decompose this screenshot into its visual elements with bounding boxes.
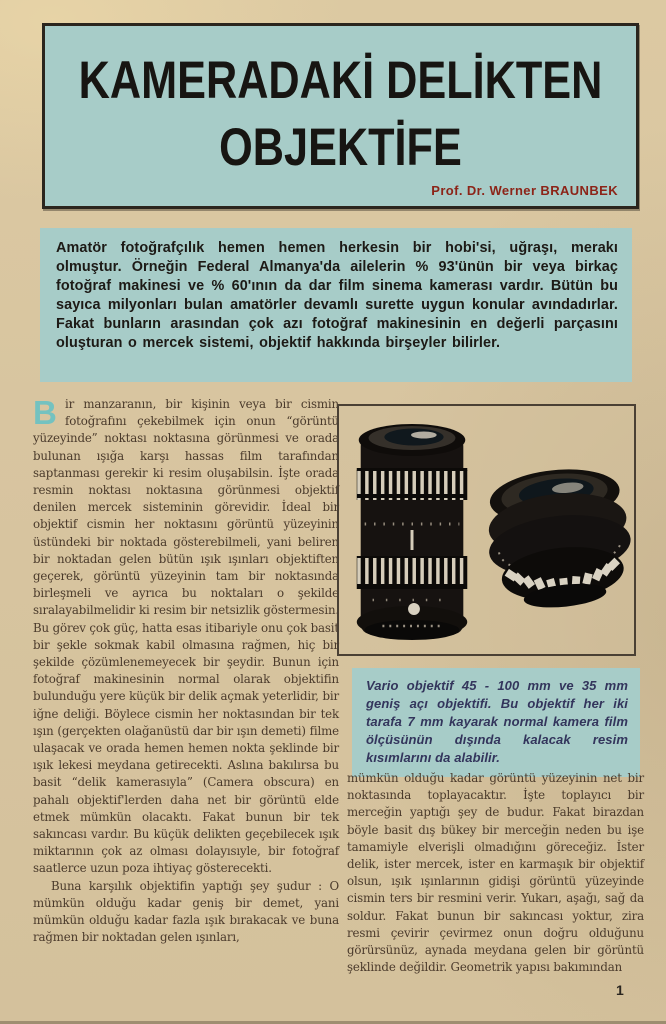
wide-angle-lens-shape bbox=[481, 463, 634, 614]
page-title: KAMERADAKİ DELİKTEN bbox=[78, 49, 603, 110]
page-number: 1 bbox=[616, 982, 624, 998]
right-column bbox=[347, 770, 644, 976]
lens-photo-illustration bbox=[339, 406, 634, 654]
lead-paragraph: Amatör fotoğrafçılık hemen hemen herkesin bir hobi'si, uğraşı, merakı olmuştur. Örneğin Federal Almanya'da ailelerin % 93'ünün bir veya birkaç fotoğraf makinesi ve % 60'ının da dar film sinema kamerası vardır. Bütün bu sayıca milyonları bulan amatörler devamlı surette uygun konular avındadırlar. Fakat bunların arasından çok azı fotoğraf makinesinin en değerli parçasını oluşturan o mercek sistemi, objektif hakkında birşeyler bilirler. bbox=[56, 240, 618, 351]
dropcap-letter: B bbox=[33, 394, 57, 431]
left-column bbox=[33, 396, 339, 947]
body-paragraph bbox=[33, 878, 339, 947]
page-title-line2: OBJEKTİFE bbox=[219, 116, 462, 177]
zoom-lens-shape bbox=[357, 424, 468, 640]
photo-caption-box bbox=[352, 668, 640, 777]
body-paragraph-text: mümkün olduğu kadar görüntü yüzeyinin net bir noktasında toplayacaktır. İşte toplayıcı bir merceğin yaptığı şey de budur. Fakat birazdan böyle basit dış bükey bir merceğin neden bu işe tamamiyle elverişli olmadığını göreceğiz. İster delik, ister mercek, ister en karmaşık bir objektif olsun, ışık ışınlarının gidişi görüntü yüzeyinde cismin ters bir resmini verir. Yukarı, aşağı, sağ da soldur. Fakat bunun bir sakıncası yoktur, zira resmi çevirir çevirmez onun doğru olduğunu görürsünüz, aynada meydana gelen bir görüntü şeklinde değildir. Geometrik yapısı bakımından bbox=[347, 771, 644, 975]
author-byline: Prof. Dr. Werner BRAUNBEK bbox=[431, 183, 618, 198]
body-paragraph bbox=[33, 396, 339, 878]
article-header bbox=[42, 23, 639, 209]
lead-paragraph-box bbox=[40, 228, 632, 382]
photo-caption: Vario objektif 45 - 100 mm ve 35 mm geniş açı objektifi. Bu objektif her iki tarafa 7 mm kayarak normal kamera film ölçüsünün dışında kalacak resim kısımlarını da alabilir. bbox=[366, 678, 628, 765]
body-paragraph-text: Buna karşılık objektifin yaptığı şey şudur : O mümkün olduğu kadar geniş bir demet, yani mümkün olduğu kadar fazla ışık bırakacak ve buna rağmen bir noktadan gelen ışınları, bbox=[33, 878, 339, 945]
body-paragraph bbox=[347, 770, 644, 976]
lens-photo bbox=[337, 404, 636, 656]
body-paragraph-text: ir manzaranın, bir kişinin veya bir cismin fotoğrafını çekebilmek için onun “görüntü yüzeyinde” noktası noktasına görünmesi ve orada bulunan ışığa karşı hassas film tarafından saptanması gerekir ki resim oluşabilsin. İşte orada resmin noktası noktasına görünmesi objektif denilen mercek sisteminin görevidir. İdeal bir objektif cismin her noktasını görüntü yüzeyinin üstündeki bir noktada gösterebilmeli, yani beliren bir noktadan gelen bütün ışık ışınları objektiften geçerek, görüntü yüzeyinin tam bir noktasında birleşmeli ve ayrıca bu noktaları o şekilde sıralayabilmelidir ki resim bir netsizlik göstermesin. Bu görev çok güç, hatta esas itibariyle onu çok basit bir şekle sokmak kabil olmasına rağmen, hiç bir şekilde çözümlenemeyecek bir şeydir. Bunun için fotoğraf makinesinin normal olarak objektifin bulunduğu yere küçük bir delik açmak yeterlidir, bir iğne deliği. Böylece cismin her noktasından bir tek ışın (gerçekten olağanüstü dar bir ışın demeti) filme ulaşacak ve orada hemen hemen nokta şeklinde bir ışık lekesi meydana getirecekti. Aslına bakılırsa bu basit “delik kamerasıyla” (Camera obscura) en pahalı objektif'lerden daha net bir görüntü elde etmek mümkün olacaktı. Fakat bunun bir tek sakıncası vardır. Bu küçük delikten geçebilecek ışık miktarının çok az olması dolayısıyle, bir fotoğraf saatlerce uzun poza ihtiyaç gösterecekti. bbox=[33, 397, 339, 876]
